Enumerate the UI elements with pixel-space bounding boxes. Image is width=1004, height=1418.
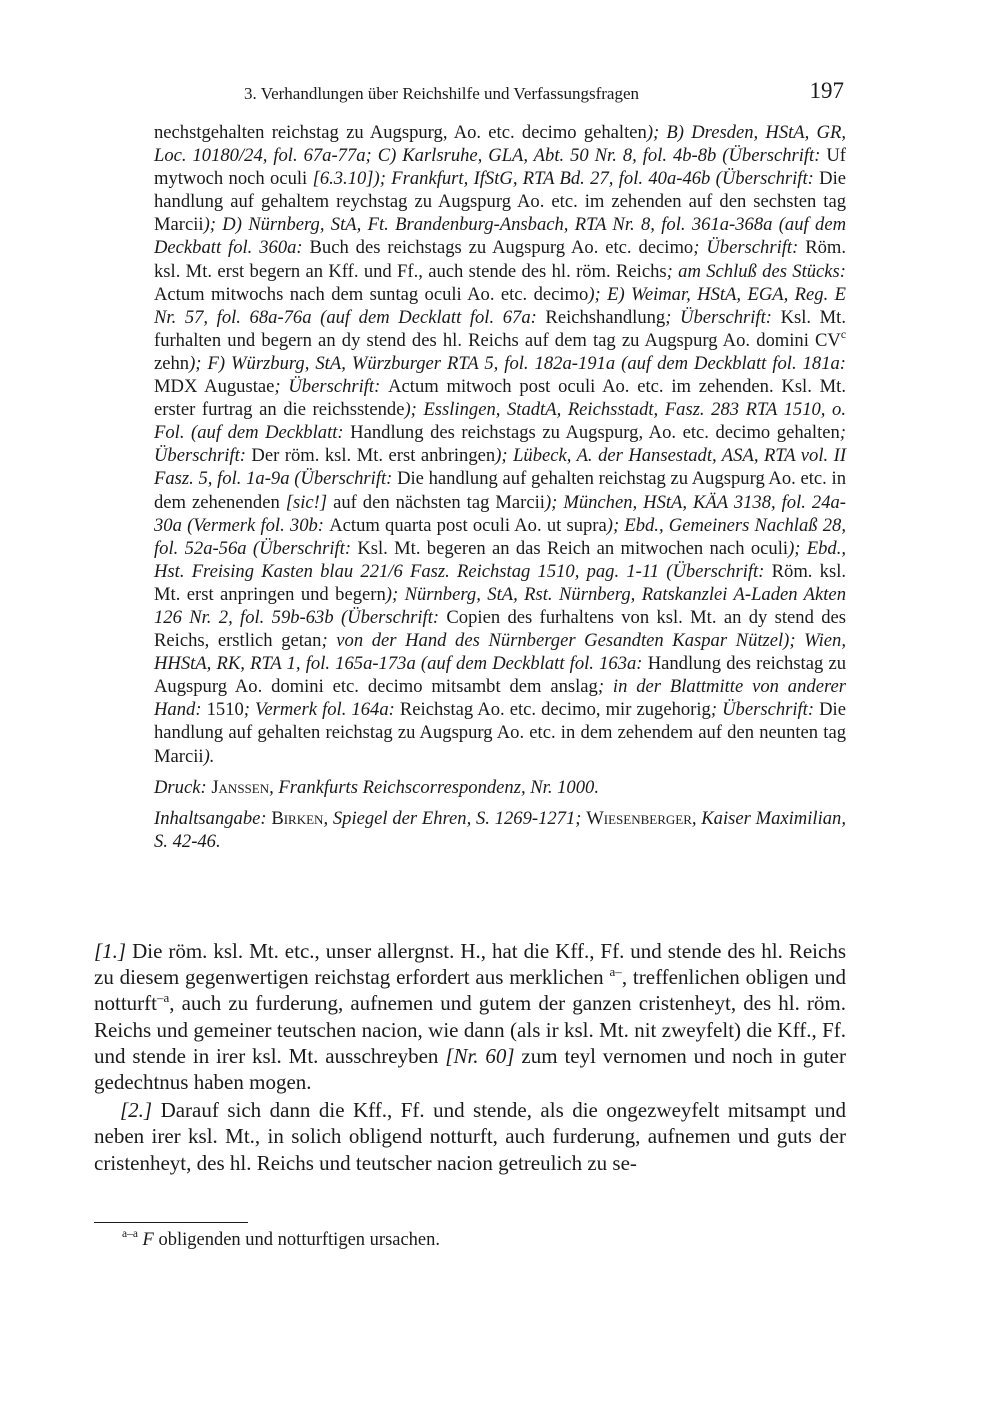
source-italic: ; von [321, 630, 372, 652]
source-text: Reichshandlung [545, 306, 666, 328]
paragraph-1 [94, 938, 846, 1095]
footnote-marker: –a [157, 989, 170, 1005]
body-text: zum teyl vernomen und noch in guter gedechtnus haben mogen. [94, 1043, 846, 1095]
body-text: Darauf sich dann die Kff., Ff. und stende, als die ongezweyfelt mitsampt und neben irer ksl. Mt., in solich obligend notturft, auch furderung, aufnemen und guts der cristenheyt, des hl. Reichs und teutscher nacion getreulich zu se- [94, 1098, 846, 1175]
source-text: Die handlung auf gehalten reichstag zu Augspurg Ao. etc. in dem zehendem auf den neunten tag Marcii [154, 699, 846, 767]
paragraph-number: [2.] [120, 1098, 153, 1123]
source-italic: ); Ebd., Gemeiners Nachlaß 28, fol. 52a-56a (Überschrift: [154, 514, 847, 559]
footnote-divider [94, 1222, 248, 1223]
running-title: 3. Verhandlungen über Reichshilfe und Verfassungsfragen [244, 84, 639, 103]
source-italic: ; in der Blattmitte von anderer Hand: [154, 676, 846, 721]
source-italic: ; Überschrift: [693, 237, 806, 259]
superscript: c [840, 329, 846, 342]
source-text: 1510 [206, 699, 244, 721]
source-italic: ); Ebd., Hst. Freising Kasten blau 221/6 Fasz. Reichstag 1510, pag. 1-11 (Überschrift: [154, 537, 847, 582]
source-text: nechstgehalten reichstag zu Augspurg, Ao. etc. decimo gehalten [154, 122, 647, 143]
source-italic: ); F) Würzburg, StA, Würzburger RTA 5, fol. 182a-191a (auf dem Deckblatt fol. 181a: [189, 352, 846, 374]
source-italic: ); B) Dresden, HStA, GR, Loc. 10180/24, fol. 67a-77a; C) Karlsruhe, GLA, Abt. 50 Nr. 8, fol. 4b-8b (Überschrift: [154, 122, 846, 167]
source-text: Copien des furhaltens von ksl. Mt. an dy stend des Reichs, erstlich getan [154, 606, 846, 652]
print-title: , Frankfurts Reichscorrespondenz, Nr. 1000. [269, 776, 599, 798]
footnote-siglum: F [142, 1230, 154, 1250]
paragraph-number: [1.] [94, 939, 127, 963]
source-text: Die handlung auf gehaltem reychstag zu Augspurg Ao. etc. im zehenden auf den sechsten tag Marcii [154, 168, 847, 236]
source-text: Röm. ksl. Mt. erst begern an Kff. und Ff., auch stende des hl. röm. Reichs [154, 237, 846, 282]
source-text: Ksl. Mt. begeren an das Reich an mitwochen nach oculi [357, 537, 789, 559]
source-italic: ; Überschrift: [274, 376, 389, 398]
print-reference [154, 776, 846, 799]
footnote-marker: a–a [122, 1228, 138, 1241]
source-text: auf den nächsten tag Marcii [333, 491, 545, 513]
cross-reference: [Nr. 60] [445, 1043, 515, 1068]
body-text: , treffenlichen obligen und notturft [94, 965, 846, 1016]
source-text: Uf mytwoch noch oculi [154, 145, 846, 190]
source-italic: ; Überschrift: [154, 422, 846, 467]
print-label: Druck: [154, 776, 212, 798]
source-italic: der Hand des Nürnberger Gesandten Kaspar Nützel); Wien, HHStA, RK, RTA 1, fol. 165a-173a (auf dem Deckblatt fol. 163a: [154, 630, 847, 675]
source-text: Handlung des reichstags zu Augspurg, Ao. etc. decimo gehalten [350, 422, 840, 444]
body-text: , auch zu furderung, aufnemen und gutem der ganzen cristenheyt, des hl. röm. Reichs und gemeiner teutschen nacion, wie dann (als ir ksl. Mt. nit zweyfelt) die Kff., Ff. und stende in irer ksl. Mt. ausschreyben [94, 991, 846, 1068]
source-italic: ); D) Nürnberg, StA, Ft. Brandenburg-Ansbach, RTA Nr. 8, fol. 361a-368a (auf dem Deckbatt fol. 360a: [154, 214, 846, 259]
summary-title: , Kaiser Maximilian, S. 42-46. [154, 807, 846, 852]
footnote-marker: a– [609, 963, 622, 979]
source-text: Actum mitwochs nach dem suntag oculi Ao. etc. decimo [154, 283, 589, 305]
author-name: Janssen [211, 776, 270, 798]
source-text: Buch des reichstags zu Augspurg Ao. etc. decimo [309, 237, 694, 259]
source-text: Der röm. ksl. Mt. erst anbringen [251, 445, 496, 467]
body-text: Die röm. ksl. Mt. etc., unser allergnst. H., hat die Kff., Ff. und stende des hl. Reichs zu diesem gegenwertigen reichstag erfordert aus merklichen [94, 939, 846, 990]
source-italic: [sic!] [285, 491, 334, 513]
source-italic: ; am Schluß des Stücks: [666, 260, 846, 282]
source-italic: ). [203, 745, 215, 767]
source-text: MDX Augustae [154, 376, 275, 398]
source-italic: ); Lübeck, A. der Hansestadt, ASA, RTA vol. II Fasz. 5, fol. 1a-9a (Überschrift: [154, 445, 847, 490]
source-italic: ); E) Weimar, HStA, EGA, Reg. E Nr. 57, fol. 68a-76a (auf dem Decklatt fol. 67a: [154, 283, 846, 328]
source-list [154, 121, 846, 768]
source-text: Ksl. Mt. furhalten und begern an dy stend des hl. Reichs auf dem tag zu Augspurg Ao. domini CV [154, 306, 846, 351]
author-name: Wiesenberger [586, 807, 692, 829]
source-text: zehn [154, 352, 190, 374]
source-italic: ; Überschrift: [710, 699, 820, 721]
running-header [94, 78, 846, 112]
page-number: 197 [809, 78, 844, 103]
source-text: Handlung des reichstag zu Augspurg Ao. domini etc. decimo mitsambt dem anslag [154, 653, 846, 698]
main-text [94, 938, 846, 1176]
summary-title: , Spiegel der Ehren, S. 1269-1271; [323, 807, 587, 829]
summary-label: Inhaltsangabe: [154, 807, 272, 829]
source-italic: ; Vermerk fol. 164a: [243, 699, 400, 721]
source-text: Reichstag Ao. etc. decimo, mir zugehorig [399, 699, 711, 721]
source-italic: ); München, HStA, KÄA 3138, fol. 24a-30a (Vermerk fol. 30b: [154, 491, 846, 536]
paragraph-2 [94, 1097, 846, 1176]
source-text: Actum quarta post oculi Ao. ut supra [329, 514, 607, 536]
footnote-text: obligenden und notturftigen ursachen. [153, 1230, 441, 1250]
source-text: Actum mitwoch post oculi Ao. etc. im zehenden. Ksl. Mt. erster furtrag an die reichsstende [154, 376, 847, 421]
source-text: Röm. ksl. Mt. erst anpringen und begern [154, 560, 847, 605]
source-italic: ); Nürnberg, StA, Rst. Nürnberg, Ratskanzlei A-Laden Akten 126 Nr. 2, fol. 59b-63b (Überschrift: [154, 583, 846, 628]
footnote [122, 1228, 440, 1252]
source-italic: ; Überschrift: [665, 306, 781, 328]
author-name: Birken [271, 807, 324, 829]
content-summary-reference [154, 807, 846, 853]
source-text: Die handlung auf gehalten reichstag zu Augspurg Ao. etc. in dem zehenenden [154, 468, 846, 513]
source-italic: ); Esslingen, StadtA, Reichsstadt, Fasz. 283 RTA 1510, o. Fol. (auf dem Deckblatt: [154, 399, 846, 444]
source-italic: [6.3.10]); Frankfurt, IfStG, RTA Bd. 27, fol. 40a-46b (Überschrift: [312, 168, 820, 190]
source-apparatus [154, 121, 846, 853]
